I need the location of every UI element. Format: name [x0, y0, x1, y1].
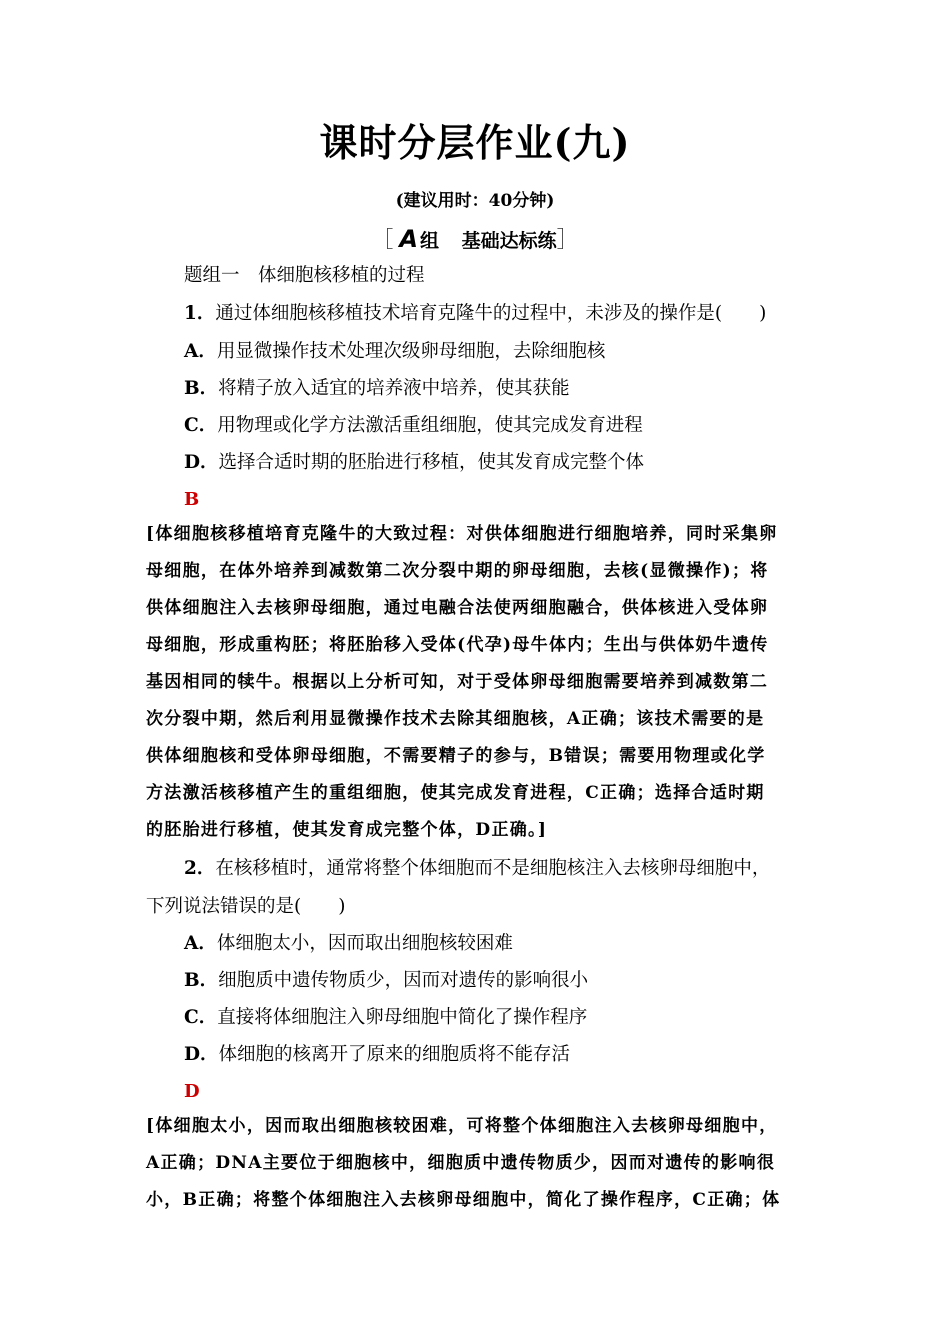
- q1-option-c: [184, 415, 643, 437]
- group-letter: A: [399, 225, 418, 253]
- q2-answer: D: [184, 1081, 200, 1102]
- option-letter: C．: [184, 415, 218, 436]
- q1-explanation-line: 母细胞，形成重构胚；将胚胎移入受体(代孕)母牛体内；生出与供体奶牛遗传: [146, 635, 769, 655]
- group-label: 组: [419, 230, 439, 252]
- q1-explanation-line: [体细胞核移植培育克隆牛的大致过程：对供体细胞进行细胞培养，同时采集卵: [146, 524, 778, 544]
- q2-explanation-line: A正确；DNA主要位于细胞核中，细胞质中遗传物质少，因而对遗传的影响很: [146, 1153, 776, 1173]
- q1-explanation-line: 的胚胎进行移植，使其发育成完整个体，D正确。]: [146, 820, 548, 840]
- q1-number: 1．: [184, 303, 216, 324]
- q1-explanation-line: 次分裂中期，然后利用显微操作技术去除其细胞核，A正确；该技术需要的是: [146, 709, 765, 729]
- q1-explanation-line: 基因相同的犊牛。根据以上分析可知，对于受体卵母细胞需要培养到减数第二: [146, 672, 769, 692]
- q2-option-a: [184, 933, 513, 955]
- group-header: [0, 223, 950, 254]
- q1-explanation-line: 供体细胞注入去核卵母细胞，通过电融合法使两细胞融合，供体核进入受体卵: [146, 598, 769, 618]
- option-text: 体细胞太小，因而取出细胞核较困难: [216, 933, 513, 954]
- q2-explanation-line: [体细胞太小，因而取出细胞核较困难，可将整个体细胞注入去核卵母细胞中，: [146, 1116, 778, 1136]
- q2-stem: [184, 858, 770, 880]
- q1-stem: [184, 303, 766, 325]
- option-text: 选择合适时期的胚胎进行移植，使其发育成完整个体: [218, 452, 645, 473]
- q1-option-a: [184, 341, 605, 363]
- q2-option-c: [184, 1007, 587, 1029]
- q1-explanation-line: 母细胞，在体外培养到减数第二次分裂中期的卵母细胞，去核(显微操作)；将: [146, 561, 769, 581]
- q1-option-d: [184, 452, 644, 474]
- option-text: 用显微操作技术处理次级卵母细胞，去除细胞核: [216, 341, 606, 362]
- q1-stem-text: 通过体细胞核移植技术培育克隆牛的过程中，未涉及的操作是( ): [215, 303, 767, 324]
- q1-option-b: [184, 378, 570, 400]
- q1-explanation-line: 供体细胞核和受体卵母细胞，不需要精子的参与，B错误；需要用物理或化学: [146, 746, 766, 766]
- option-letter: D．: [184, 452, 219, 473]
- q1-answer: B: [184, 489, 200, 510]
- q2-stem-text: 在核移植时，通常将整个体细胞而不是细胞核注入去核卵母细胞中，: [215, 858, 771, 879]
- option-letter: A．: [184, 341, 217, 362]
- option-letter: C．: [184, 1007, 218, 1028]
- q2-option-d: [184, 1044, 570, 1066]
- page-title: 课时分层作业(九): [319, 120, 631, 165]
- q2-number: 2．: [184, 858, 216, 879]
- option-text: 细胞质中遗传物质少，因而对遗传的影响很小: [218, 970, 589, 991]
- option-letter: D．: [184, 1044, 219, 1065]
- bracket-open: ［: [371, 228, 394, 253]
- option-letter: A．: [184, 933, 217, 954]
- option-text: 体细胞的核离开了原来的细胞质将不能存活: [218, 1044, 571, 1065]
- option-letter: B．: [184, 378, 219, 399]
- group-name: 基础达标练: [461, 230, 557, 252]
- option-text: 直接将体细胞注入卵母细胞中简化了操作程序: [217, 1007, 588, 1028]
- bracket-close: ］: [556, 228, 579, 253]
- option-text: 将精子放入适宜的培养液中培养，使其获能: [218, 378, 570, 399]
- option-letter: B．: [184, 970, 219, 991]
- suggested-time: (建议用时：40分钟): [395, 191, 555, 211]
- q2-explanation-line: 小，B正确；将整个体细胞注入去核卵母细胞中，简化了操作程序，C正确；体: [146, 1190, 781, 1210]
- q2-stem-continued: 下列说法错误的是( ): [146, 896, 346, 917]
- section-title: 题组一 体细胞核移植的过程: [184, 265, 425, 286]
- option-text: 用物理或化学方法激活重组细胞，使其完成发育进程: [217, 415, 643, 436]
- q2-option-b: [184, 970, 588, 992]
- q1-explanation-line: 方法激活核移植产生的重组细胞，使其完成发育进程，C正确；选择合适时期: [146, 783, 765, 803]
